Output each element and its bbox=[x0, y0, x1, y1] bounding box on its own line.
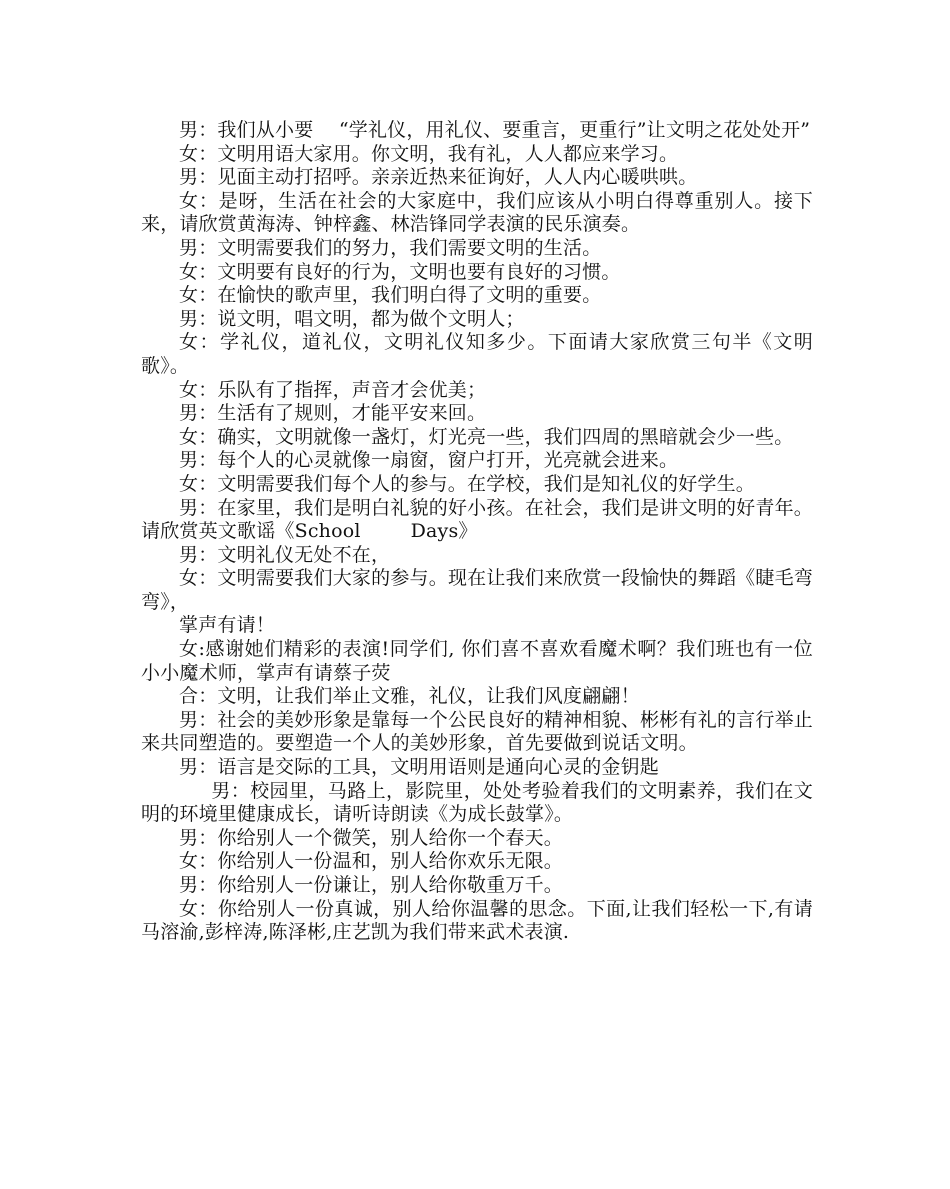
dialogue-line: 男：每个人的心灵就像一扇窗，窗户打开，光亮就会进来。 bbox=[179, 449, 679, 472]
dialogue-line: 女：文明要有良好的行为，文明也要有良好的习惯。 bbox=[179, 260, 621, 283]
dialogue-line: 男：社会的美妙形象是靠每一个公民良好的精神相貌、彬彬有礼的言行举止来共同塑造的。要塑造一个人的美妙形象，首先要做到说话文明。 bbox=[141, 708, 813, 755]
dialogue-line: 男：生活有了规则，才能平安来回。 bbox=[179, 402, 487, 425]
dialogue-line: 女：文明用语大家用。你文明，我有礼，人人都应来学习。 bbox=[179, 142, 679, 165]
dialogue-line: 掌声有请！ bbox=[179, 614, 276, 637]
dialogue-line: 女：你给别人一份真诚，别人给你温馨的思念。下面,让我们轻松一下,有请马溶渝,彭梓涛,陈泽彬,庄艺凯为我们带来武术表演. bbox=[141, 897, 813, 944]
dialogue-line: 女:感谢她们精彩的表演!同学们, 你们喜不喜欢看魔术啊？我们班也有一位小小魔术师，掌声有请蔡子荧 bbox=[141, 638, 813, 684]
dialogue-line: 女：乐队有了指挥，声音才会优美； bbox=[179, 378, 487, 401]
dialogue-line: 男：你给别人一份谦让，别人给你敬重万千。 bbox=[179, 874, 564, 896]
dialogue-line: 男：你给别人一个微笑，别人给你一个春天。 bbox=[179, 826, 564, 849]
dialogue-line: 男：见面主动打招呼。亲亲近热来征询好，人人内心暖哄哄。 bbox=[179, 166, 698, 189]
dialogue-line: 女：确实，文明就像一盏灯，灯光亮一些，我们四周的黑暗就会少一些。 bbox=[179, 425, 794, 448]
dialogue-line: 女：文明需要我们大家的参与。现在让我们来欣赏一段愉快的舞蹈《睫毛弯弯》， bbox=[141, 567, 813, 613]
dialogue-line: 男：说文明，唱文明，都为做个文明人； bbox=[179, 307, 525, 330]
dialogue-line: 男：我们从小要 “学礼仪，用礼仪、要重言，更重行”让文明之花处处开” bbox=[179, 119, 811, 141]
dialogue-line: 女：学礼仪，道礼仪，文明礼仪知多少。下面请大家欣赏三句半《文明歌》。 bbox=[141, 331, 813, 377]
dialogue-line: 男：在家里，我们是明白礼貌的好小孩。在社会，我们是讲文明的好青年。请欣赏英文歌谣《School Days》 bbox=[141, 496, 813, 543]
dialogue-line: 男：文明礼仪无处不在， bbox=[179, 543, 391, 566]
dialogue-line: 男：语言是交际的工具，文明用语则是通向心灵的金钥匙 bbox=[179, 756, 660, 779]
dialogue-line: 女：是呀，生活在社会的大家庭中，我们应该从小明白得尊重别人。接下来，请欣赏黄海涛、钟梓鑫、林浩锋同学表演的民乐演奏。 bbox=[141, 189, 813, 236]
dialogue-line: 男：校园里，马路上，影院里，处处考验着我们的文明素养，我们在文明的环境里健康成长，请听诗朗读《为成长鼓掌》。 bbox=[141, 779, 813, 826]
dialogue-line: 女：在愉快的歌声里，我们明白得了文明的重要。 bbox=[179, 284, 602, 307]
dialogue-line: 女：你给别人一份温和，别人给你欢乐无限。 bbox=[179, 850, 564, 873]
script-text-body bbox=[141, 119, 813, 945]
dialogue-line: 合：文明，让我们举止文雅，礼仪，让我们风度翩翩！ bbox=[179, 685, 640, 708]
dialogue-line: 男：文明需要我们的努力，我们需要文明的生活。 bbox=[179, 236, 602, 259]
dialogue-line: 女：文明需要我们每个人的参与。在学校，我们是知礼仪的好学生。 bbox=[179, 472, 756, 495]
